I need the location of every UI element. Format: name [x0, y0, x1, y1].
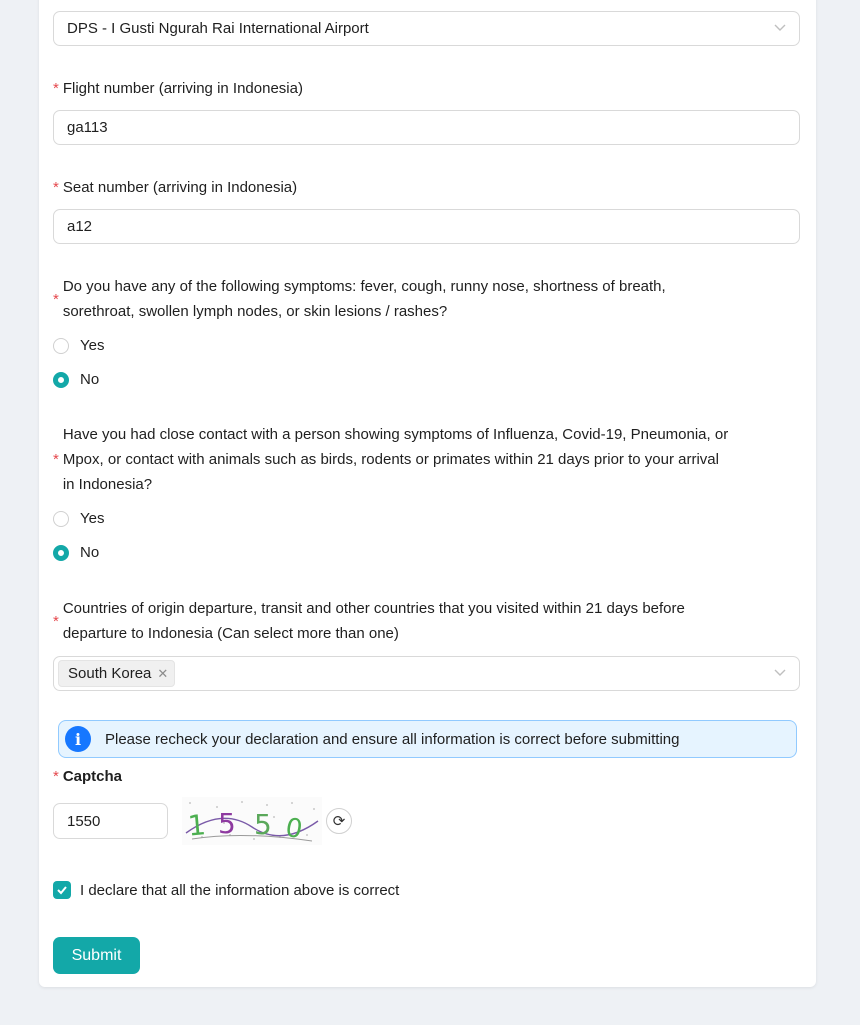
seat-number-value: a12 [67, 218, 93, 235]
contact-question-line: Mpox, or contact with animals such as birds, rodents or primates within 21 days prior to your arrival [62, 451, 719, 468]
countries-label-line: Countries of origin departure, transit and other countries that you visited within 21 days before [62, 600, 685, 617]
chevron-down-icon [773, 665, 787, 679]
symptoms-no-radio[interactable] [53, 371, 99, 388]
required-mark: * [53, 451, 59, 468]
countries-multiselect[interactable] [53, 656, 800, 691]
contact-yes-radio[interactable] [53, 510, 104, 527]
checkbox-checked[interactable] [53, 881, 71, 899]
captcha-input[interactable] [53, 803, 168, 839]
svg-text:0: 0 [283, 812, 305, 845]
airport-select-value: DPS - I Gusti Ngurah Rai International Airport [67, 20, 369, 37]
contact-no-radio[interactable] [53, 544, 99, 561]
radio-label: No [80, 544, 100, 561]
required-mark: * [53, 80, 59, 97]
svg-text:1: 1 [186, 808, 208, 843]
seat-number-label: * Seat number (arriving in Indonesia) [53, 179, 298, 196]
required-mark: * [53, 290, 59, 308]
radio-circle[interactable] [53, 511, 69, 527]
contact-question-line: Have you had close contact with a person showing symptoms of Influenza, Covid-19, Pneumonia, or [62, 426, 729, 443]
contact-question [53, 422, 793, 497]
captcha-input-value: 1550 [67, 812, 101, 830]
flight-number-label: * Flight number (arriving in Indonesia) [53, 80, 303, 97]
symptoms-question-line: sorethroat, swollen lymph nodes, or skin lesions / rashes? [62, 303, 448, 320]
info-icon: i [65, 726, 91, 752]
radio-circle[interactable] [53, 338, 69, 354]
radio-label: Yes [80, 337, 105, 354]
close-icon[interactable]: ✕ [157, 665, 169, 681]
country-tag-label: South Korea [68, 665, 152, 682]
svg-text:5: 5 [218, 807, 236, 840]
required-mark: * [53, 768, 59, 785]
flight-number-value: ga113 [67, 119, 108, 136]
airport-select[interactable] [53, 11, 800, 46]
chevron-down-icon [773, 20, 787, 34]
check-icon [56, 884, 68, 896]
countries-label-line: departure to Indonesia (Can select more than one) [62, 625, 399, 642]
submit-button[interactable]: Submit [53, 937, 140, 974]
contact-question-line: in Indonesia? [62, 476, 153, 493]
alert-text: Please recheck your declaration and ensure all information is correct before submitting [105, 730, 680, 748]
declaration-label: I declare that all the information above is correct [80, 881, 400, 899]
radio-circle-selected[interactable] [53, 545, 69, 561]
symptoms-question [53, 274, 793, 324]
captcha-image [182, 797, 322, 845]
svg-text:5: 5 [254, 808, 272, 841]
required-mark: * [53, 179, 59, 196]
symptoms-yes-radio[interactable] [53, 337, 104, 354]
flight-number-input[interactable] [53, 110, 800, 145]
symptoms-question-line: Do you have any of the following symptoms: fever, cough, runny nose, shortness of breath, [62, 278, 666, 295]
radio-circle-selected[interactable] [53, 372, 69, 388]
country-tag [58, 660, 175, 687]
radio-label: No [80, 371, 100, 388]
refresh-captcha-icon[interactable]: ⟳ [326, 808, 352, 834]
radio-label: Yes [80, 510, 105, 527]
declaration-checkbox-row[interactable] [53, 881, 399, 899]
info-alert [58, 720, 797, 758]
captcha-label: * Captcha [53, 768, 123, 785]
required-mark: * [53, 612, 59, 630]
countries-label [53, 596, 793, 646]
seat-number-input[interactable] [53, 209, 800, 244]
